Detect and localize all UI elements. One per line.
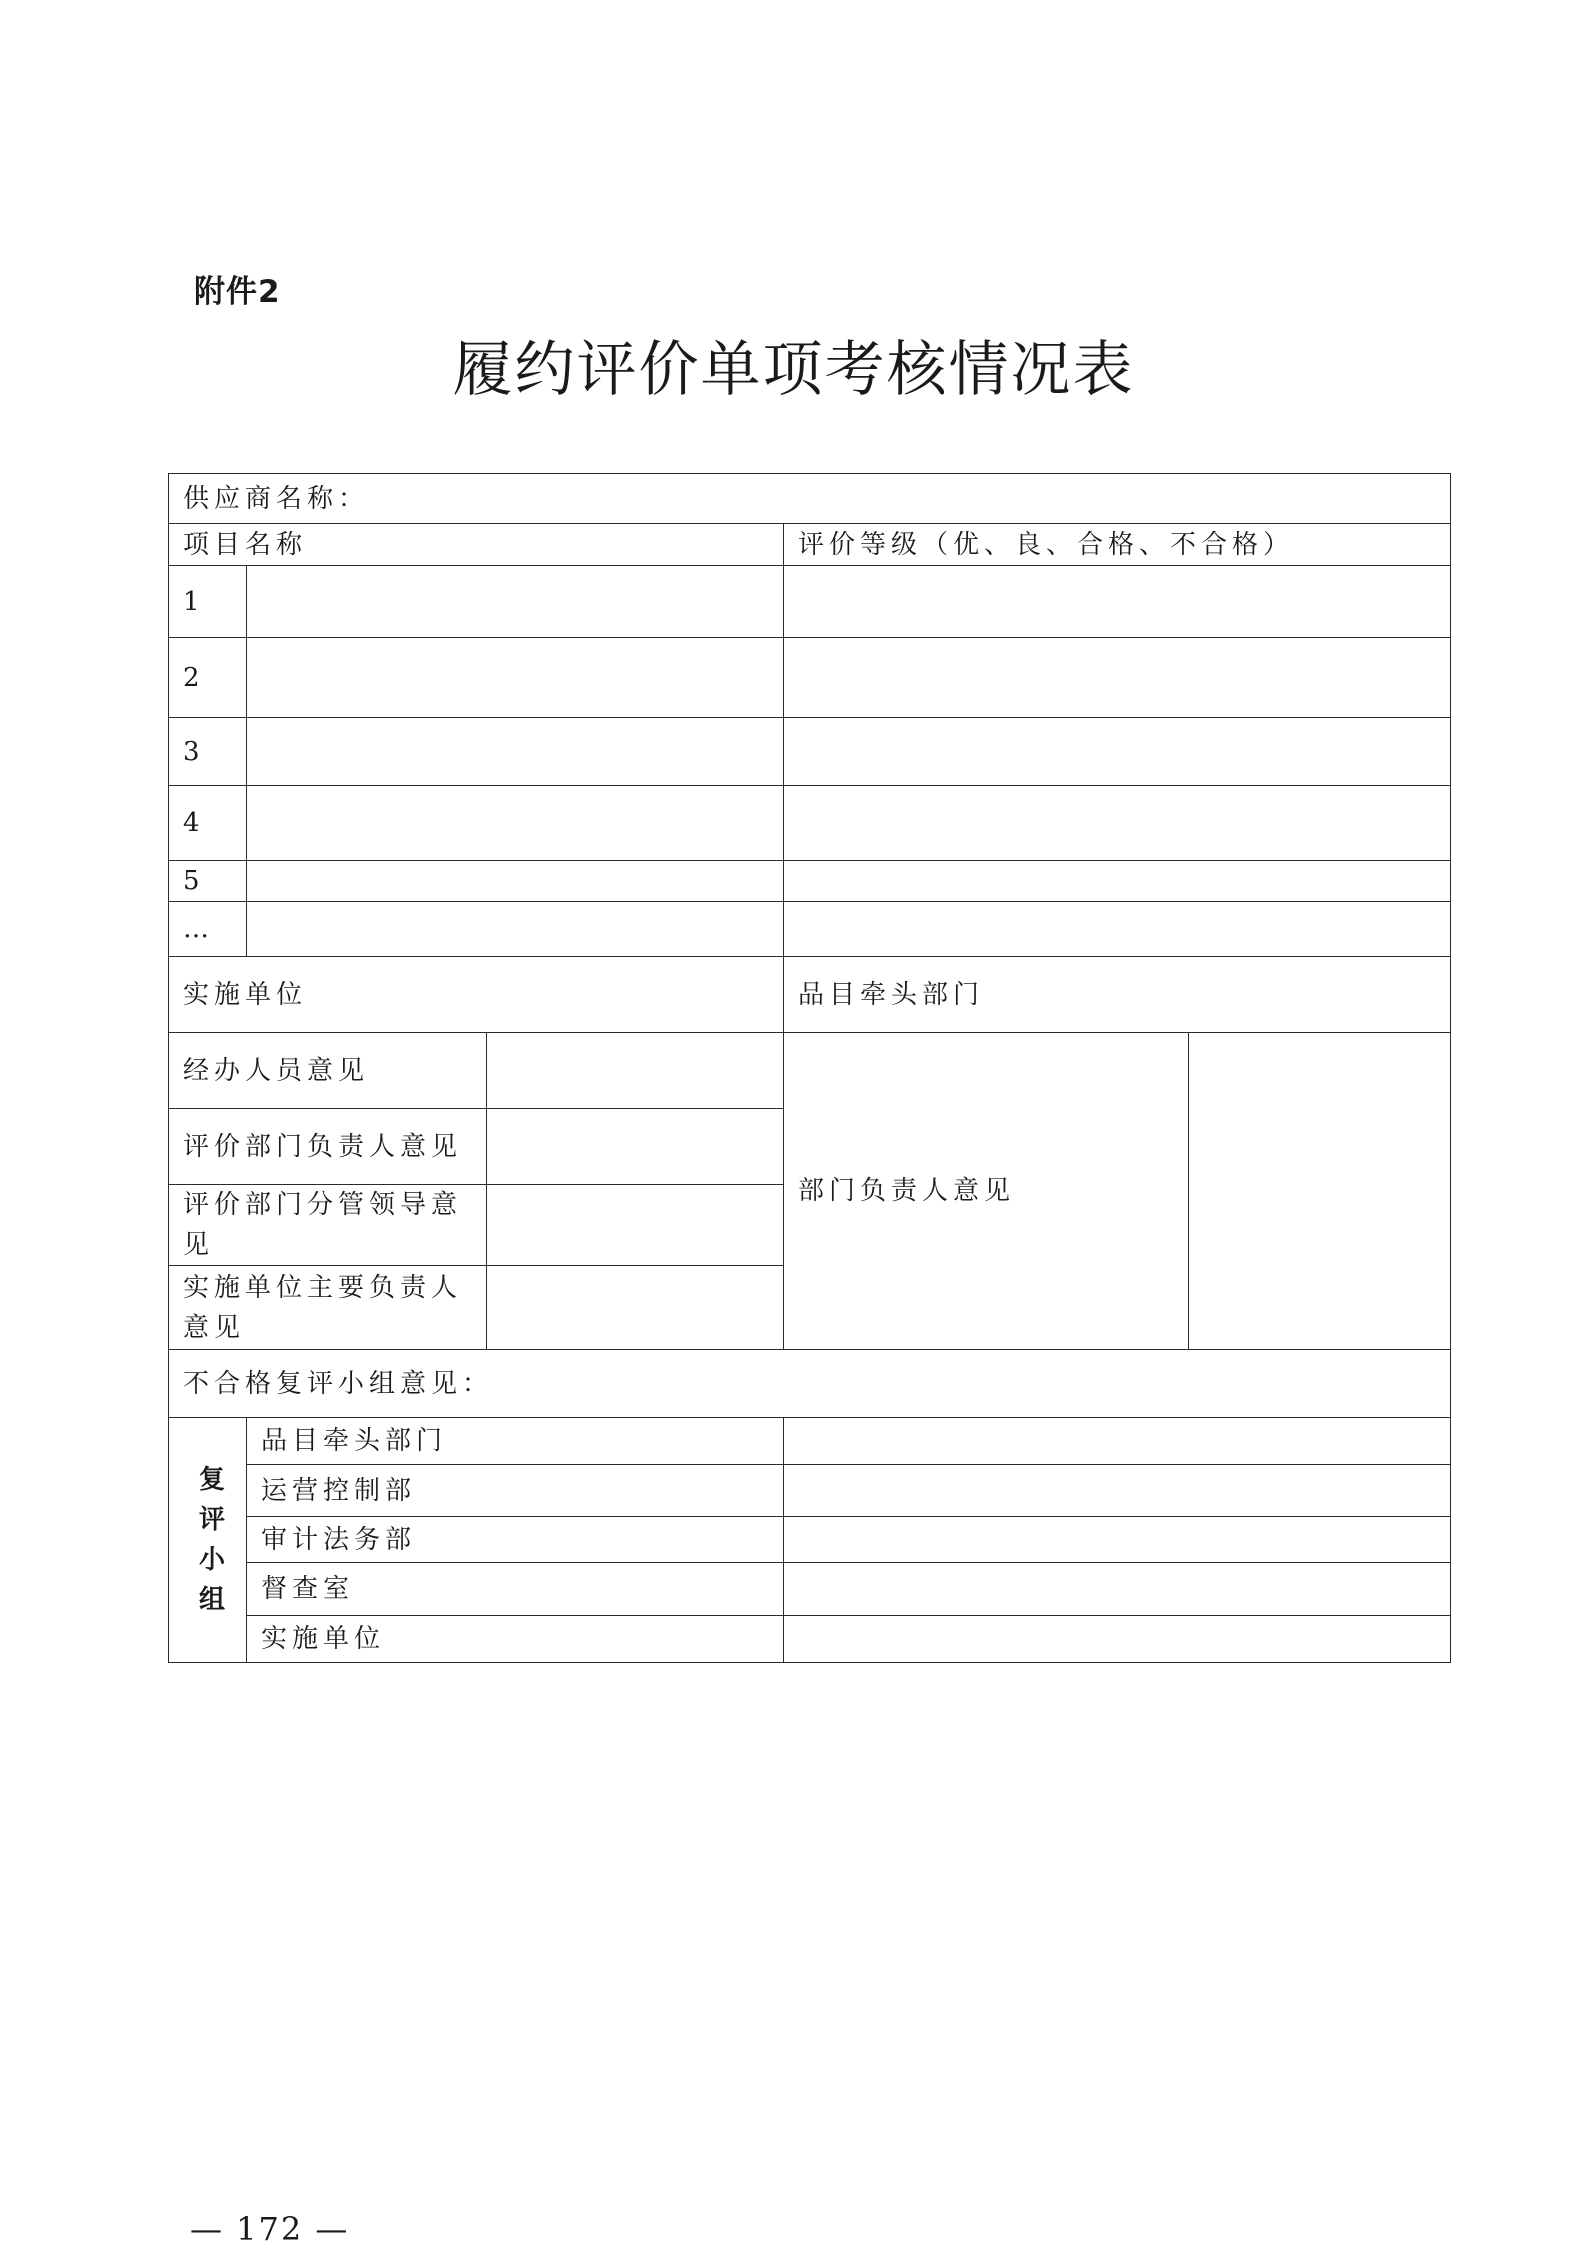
project-name-cell[interactable] — [247, 786, 784, 861]
rating-cell[interactable] — [784, 861, 1451, 902]
dept-head-opinion-cell[interactable] — [1189, 1033, 1451, 1350]
review-member-cell[interactable] — [784, 1465, 1451, 1517]
project-name-cell[interactable] — [247, 902, 784, 957]
page-title: 履约评价单项考核情况表 — [452, 335, 1135, 405]
review-member-label: 运营控制部 — [247, 1465, 784, 1517]
row-number: … — [169, 902, 247, 957]
review-member-cell[interactable] — [784, 1517, 1451, 1563]
project-name-header: 项目名称 — [169, 524, 784, 566]
review-group-label — [169, 1418, 247, 1663]
review-member-cell[interactable] — [784, 1616, 1451, 1663]
attachment-label: 附件2 — [194, 274, 281, 310]
review-opinion-label: 不合格复评小组意见： — [183, 1368, 494, 1399]
review-member-label: 实施单位 — [247, 1616, 784, 1663]
project-name-cell[interactable] — [247, 861, 784, 902]
rating-cell[interactable] — [784, 638, 1451, 718]
page-number: — 172 — — [190, 2210, 350, 2248]
row-number: 1 — [169, 566, 247, 638]
review-member-cell[interactable] — [784, 1563, 1451, 1616]
implementing-unit-label: 实施单位 — [169, 957, 784, 1033]
opinion-input-cell[interactable] — [487, 1266, 784, 1350]
evaluation-form-table — [168, 473, 1451, 1663]
review-member-label: 督查室 — [247, 1563, 784, 1616]
rating-header: 评价等级（优、良、合格、不合格） — [784, 524, 1451, 566]
review-opinion-cell[interactable] — [169, 1350, 1451, 1418]
row-number: 4 — [169, 786, 247, 861]
review-group-char: 复 — [198, 1465, 230, 1495]
rating-cell[interactable] — [784, 902, 1451, 957]
supplier-name-label: 供应商名称： — [183, 483, 370, 514]
row-number: 3 — [169, 718, 247, 786]
opinion-label: 实施单位主要负责人意见 — [169, 1266, 487, 1350]
opinion-label: 经办人员意见 — [169, 1033, 487, 1109]
opinion-label: 评价部门负责人意见 — [169, 1109, 487, 1185]
project-name-cell[interactable] — [247, 638, 784, 718]
review-group-char: 组 — [198, 1585, 230, 1615]
rating-cell[interactable] — [784, 786, 1451, 861]
project-name-cell[interactable] — [247, 566, 784, 638]
rating-cell[interactable] — [784, 718, 1451, 786]
supplier-name-cell[interactable] — [169, 474, 1451, 524]
opinion-input-cell[interactable] — [487, 1033, 784, 1109]
lead-department-label: 品目牵头部门 — [784, 957, 1451, 1033]
row-number: 5 — [169, 861, 247, 902]
review-member-label: 审计法务部 — [247, 1517, 784, 1563]
review-group-char: 小 — [198, 1545, 230, 1575]
row-number: 2 — [169, 638, 247, 718]
review-member-cell[interactable] — [784, 1418, 1451, 1465]
dept-head-opinion-label: 部门负责人意见 — [784, 1033, 1189, 1350]
review-member-label: 品目牵头部门 — [247, 1418, 784, 1465]
rating-cell[interactable] — [784, 566, 1451, 638]
opinion-input-cell[interactable] — [487, 1185, 784, 1266]
project-name-cell[interactable] — [247, 718, 784, 786]
opinion-label: 评价部门分管领导意见 — [169, 1185, 487, 1266]
opinion-input-cell[interactable] — [487, 1109, 784, 1185]
review-group-char: 评 — [198, 1505, 230, 1535]
